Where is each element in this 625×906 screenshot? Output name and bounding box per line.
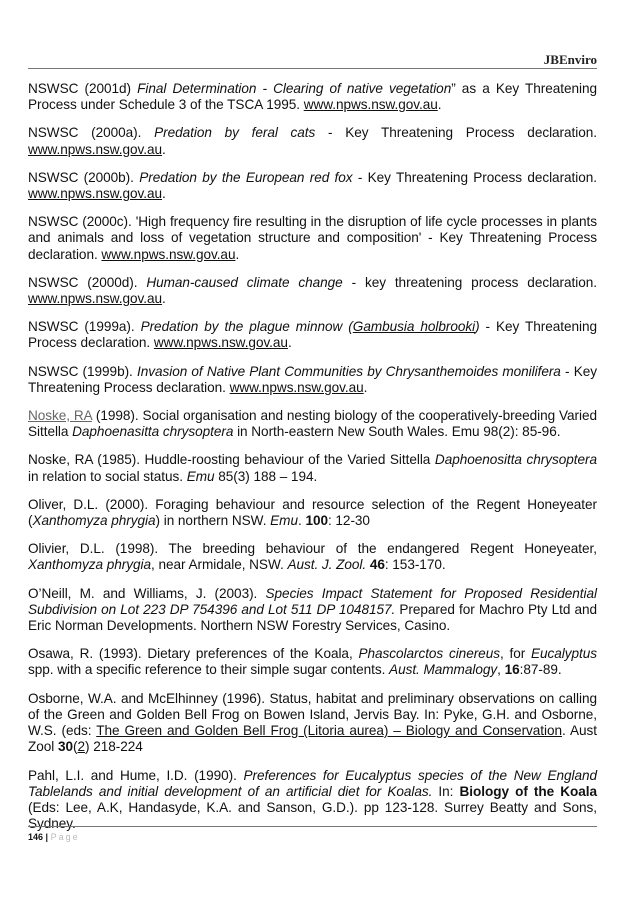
reference-link[interactable]: www.npws.nsw.gov.au [229, 379, 364, 395]
reference-list [28, 81, 597, 844]
page-separator: | [43, 832, 51, 842]
reference-item: Osawa, R. (1993). Dietary preferences of the Koala, Phascolarctos cinereus, for Eucalyptus spp. with a specific reference to their simple sugar contents. Aust. Mammalogy, 16:87-89. [28, 646, 597, 678]
page-footer [28, 826, 597, 842]
page-label: Page [50, 832, 80, 842]
reference-item: NSWSC (1999b). Invasion of Native Plant Communities by Chrysanthemoides monilifera - Key Threatening Process declaration. www.npws.nsw.gov.au. [28, 363, 597, 395]
reference-link[interactable]: www.npws.nsw.gov.au [28, 141, 163, 157]
reference-item: Pahl, L.I. and Hume, I.D. (1990). Preferences for Eucalyptus species of the New England Tablelands and initial development of an artificial diet for Koalas. In: Biology of the Koala (Eds: Lee, A.K, Handasyde, K.A. and Sanson, G.D.). pp 123-128. Surrey Beatty and Sons, Sydney. [28, 767, 598, 832]
reference-item: Noske, RA (1998). Social organisation and nesting biology of the cooperatively-breeding Varied Sittella Daphoenasitta chrysoptera in North-eastern New South Wales. Emu 98(2): 85-96. [28, 408, 597, 440]
author-link[interactable]: Noske, RA [28, 408, 92, 424]
issue-link[interactable]: 2 [77, 739, 86, 755]
book-link[interactable]: The Green and Golden Bell Frog (Litoria aurea) – Biology and Conservation [96, 723, 563, 739]
reference-item: NSWSC (2001d) Final Determination - Clearing of native vegetation” as a Key Threatening Process under Schedule 3 of the TSCA 1995. www.npws.nsw.gov.au. [28, 81, 597, 113]
reference-link[interactable]: www.npws.nsw.gov.au [303, 97, 438, 113]
reference-link[interactable]: www.npws.nsw.gov.au [28, 186, 163, 202]
reference-link[interactable]: www.npws.nsw.gov.au [101, 246, 236, 262]
reference-item: NSWSC (2000a). Predation by feral cats - Key Threatening Process declaration. www.npws.nsw.gov.au. [28, 125, 597, 157]
reference-item: Osborne, W.A. and McElhinney (1996). Status, habitat and preliminary observations on calling of the Green and Golden Bell Frog on Bowen Island, Jervis Bay. In: Pyke, G.H. and Osborne, W.S. (eds: The Green and Golden Bell Frog (Litoria aurea) – Biology and Conservation. Aust Zool 30(2) 218-224 [28, 690, 597, 755]
reference-item: Noske, RA (1985). Huddle-roosting behaviour of the Varied Sittella Daphoenositta chrysoptera in relation to social status. Emu 85(3) 188 – 194. [28, 452, 598, 484]
reference-item: NSWSC (2000b). Predation by the European red fox - Key Threatening Process declaration. www.npws.nsw.gov.au. [28, 169, 597, 202]
reference-item: NSWSC (2000d). Human-caused climate change - key threatening process declaration. www.npws.nsw.gov.au. [28, 274, 597, 307]
page-header [28, 50, 597, 69]
reference-item: Olivier, D.L. (1998). The breeding behaviour of the endangered Regent Honeyeater, Xanthomyza phrygia, near Armidale, NSW. Aust. J. Zool. 46: 153-170. [28, 541, 597, 573]
reference-item: NSWSC (2000c). 'High frequency fire resulting in the disruption of life cycle processes in plants and animals and loss of vegetation structure and composition' - Key Threatening Process declaration. www.npws.nsw.gov.au. [28, 214, 597, 262]
reference-item: Oliver, D.L. (2000). Foraging behaviour and resource selection of the Regent Honeyeater (Xanthomyza phrygia) in northern NSW. Emu. 100: 12-30 [28, 496, 597, 529]
brand-logo-text: JBEnviro [543, 52, 597, 67]
reference-link[interactable]: www.npws.nsw.gov.au [153, 335, 288, 351]
reference-link[interactable]: www.npws.nsw.gov.au [28, 291, 163, 307]
reference-item: NSWSC (1999a). Predation by the plague minnow (Gambusia holbrooki) - Key Threatening Process declaration. www.npws.nsw.gov.au. [28, 319, 598, 351]
reference-item: O’Neill, M. and Williams, J. (2003). Species Impact Statement for Proposed Residential Subdivision on Lot 223 DP 754396 and Lot 511 DP 1048157. Prepared for Machro Pty Ltd and Eric Norman Developments. Northern NSW Forestry Services, Casino. [28, 585, 597, 634]
page-number: 146 [28, 832, 44, 842]
